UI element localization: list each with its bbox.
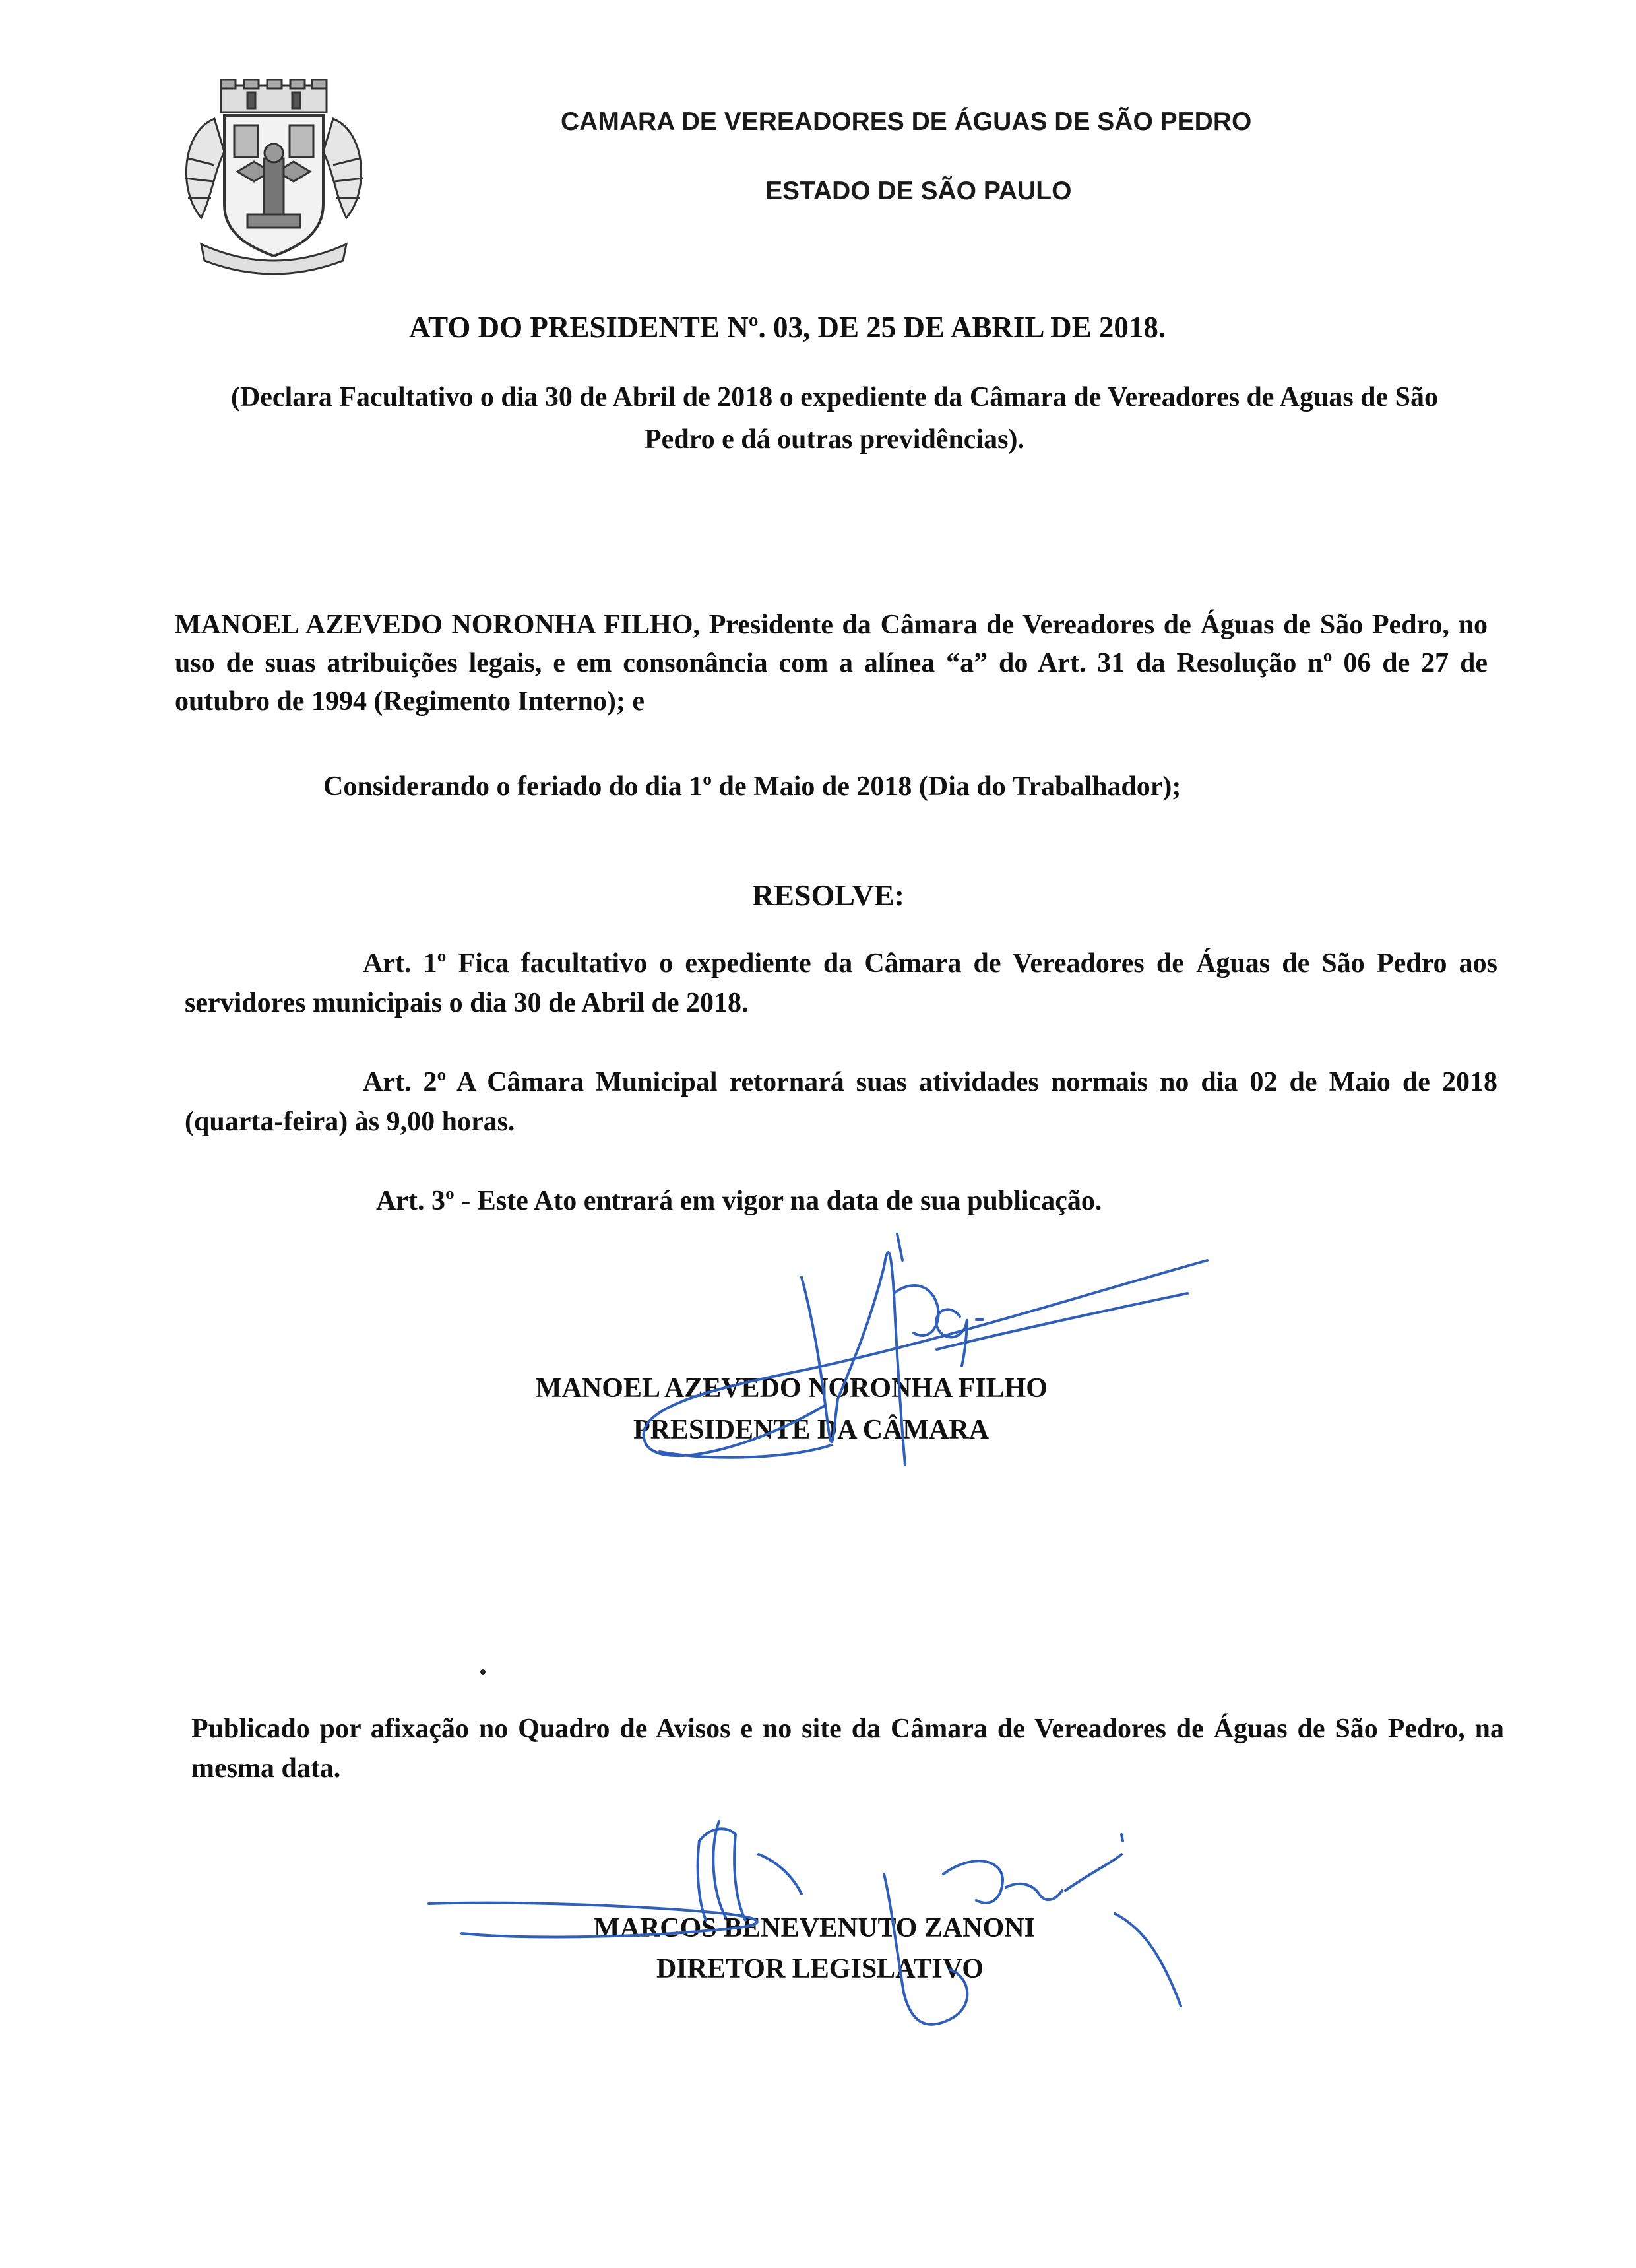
preamble-paragraph: MANOEL AZEVEDO NORONHA FILHO, Presidente da Câmara de Vereadores de Águas de São Pedro, no uso de suas atribuições legais, e em consonância com a alínea “a” do Art. 31 da Resolução nº 06 de 27 de outubro de 1994 (Regimento Interno); e	[175, 610, 1488, 717]
publication-note: Publicado por afixação no Quadro de Avisos e no site da Câmara de Vereadores de Águas de São Pedro, na mesma data.	[191, 1714, 1504, 1784]
signatory-1-role: PRESIDENTE DA CÂMARA	[633, 1415, 990, 1445]
institution-title: CAMARA DE VEREADORES DE ÁGUAS DE SÃO PEDRO	[561, 108, 1252, 136]
institution-state: ESTADO DE SÃO PAULO	[765, 177, 1072, 205]
act-title: ATO DO PRESIDENTE Nº. 03, DE 25 DE ABRIL DE 2018.	[409, 311, 1166, 344]
considering-paragraph: Considerando o feriado do dia 1º de Maio de 2018 (Dia do Trabalhador);	[323, 771, 1181, 802]
coat-of-arms-icon	[175, 79, 373, 277]
signatory-2-role: DIRETOR LEGISLATIVO	[656, 1954, 984, 1984]
signatory-2-name: MARCOS BENEVENUTO ZANONI	[594, 1913, 1035, 1943]
signatory-1-name: MANOEL AZEVEDO NORONHA FILHO	[536, 1373, 1048, 1404]
article-2: Art. 2º A Câmara Municipal retornará suas atividades normais no dia 02 de Maio de 2018 (quarta-feira) às 9,00 horas.	[185, 1067, 1497, 1137]
article-3: Art. 3º - Este Ato entrará em vigor na data de sua publicação.	[376, 1186, 1102, 1216]
resolve-heading: RESOLVE:	[752, 878, 904, 912]
article-1: Art. 1º Fica facultativo o expediente da Câmara de Vereadores de Águas de São Pedro aos servidores municipais o dia 30 de Abril de 2018.	[185, 948, 1497, 1018]
act-summary: (Declara Facultativo o dia 30 de Abril de 2018 o expediente da Câmara de Vereadores de Aguas de São Pedro e dá outras previdências).	[230, 382, 1439, 455]
stray-dot	[480, 1669, 486, 1675]
